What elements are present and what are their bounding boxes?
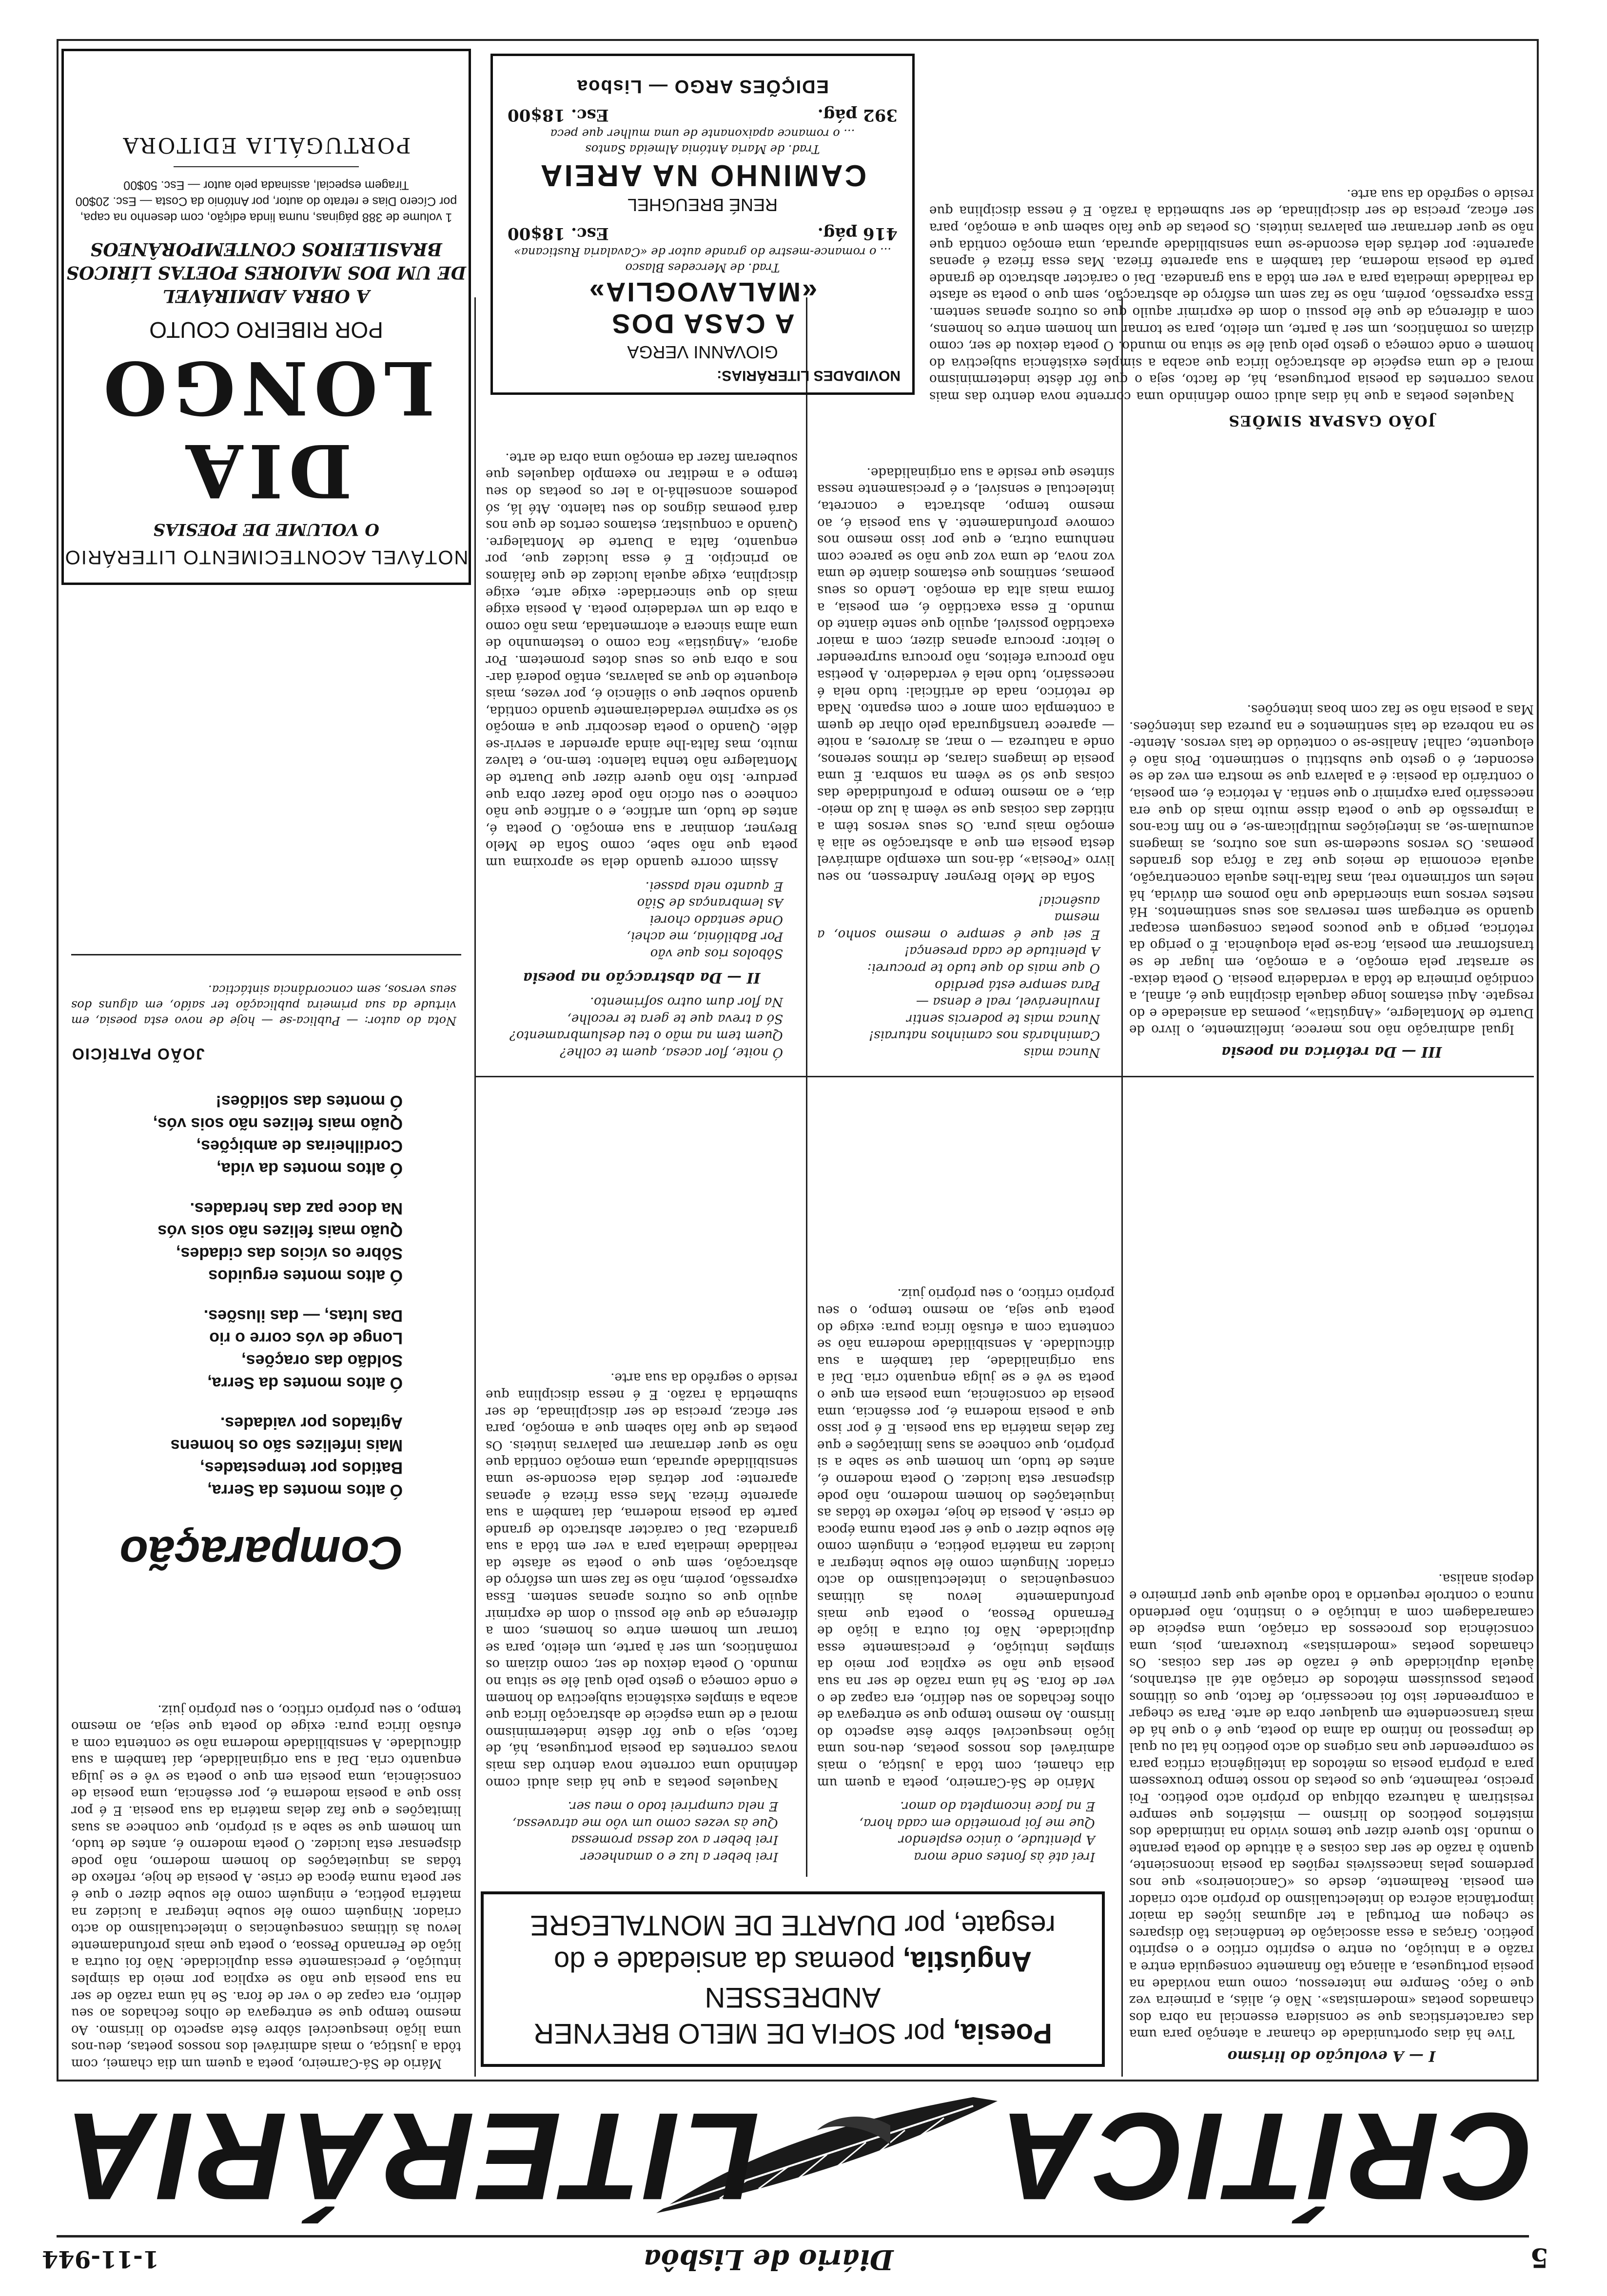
ad-argo-book1-title: A CASA DOS «MALAVOGLIA» — [588, 277, 818, 339]
ad-argo-book2-pages: 392 pág. — [817, 105, 898, 125]
article-paragraph: Tive há dias oportunidade de chamar a atenção para uma das características que se considera essencial na obra dos chamados poetas «modernistas». Não é, aliás, a primeira vez que o faço. Sempre me interessou, como uma novidade na poesia portuguesa, a aliança tão finamente conseguida entre a razão e a intuição, ou entre o espírito crítico e o espírito poético. Graças a essa associação de tendências tão díspares se chegou em Portugal a ter algumas lições da maior importância acêrca do intelectualismo do próprio acto criador em poesia. Realmente, desde os «Cancioneiros» que nos perdemos pelas inacessíveis regiões da poesia inconsciente, quanto à razão de ser das coisas e à atitude do poeta perante o mundo. Isto quere dizer que temos vivido na intimidade dos mistérios poéticos do lirismo — mistérios que sempre resistiram à natureza oblíqua do próprio acto poético. Foi preciso, realmente, que os poetas do nosso tempo trouxessem para a própria poesia os métodos da inteligência crítica para se compreender que nas origens do acto poético há tal ou qual de impessoal no íntimo da alma do poeta, que é o que há de mais transcendente em qualquer obra de arte. Para se chegar a compreender isto foi necessário, de facto, que os últimos poetas possuíssem métodos de criação até ali estranhos, àquela duplicidade que é razão de ser das coisas. Os chamados poetas «modernistas» trouxeram, pois, uma consciência dos processos da criação, uma espécie de camaradagem com a intuição e o instinto, não perdendo nunca o controle requerido a todo aquele que quer primeiro e depois analisa. — [1129, 1571, 1534, 2042]
ad-argo-book2-note: ... o romance apaixonante de uma mulher que peca — [550, 127, 855, 140]
review-book2-subtitle: poemas da ansiedade e do — [553, 1946, 895, 1977]
poem-stanza-3: Ó altos montes erguidos Sôbre os vícios das cidades, Quão mais felizes não sois vós Na doce paz das herdades. — [157, 1199, 403, 1285]
article-paragraph: Mário de Sá-Carneiro, poeta a quem um dia chamei, com tôda a justiça, o mais admirável dos nossos poetas, deu-nos uma lição inesquecível sôbre êste aspecto do lirismo. Ao mesmo tempo que se entregava de olhos fechados ao seu delírio, era capaz de o ver de fora. Se há uma razão de ser na sua poesia que não se explica por meio da simples intuição, é precisamente essa duplicidade. Não foi outra a lição de Fernando Pessoa, o poeta que mais profundamente levou às últimas consequências o intelectualismo do acto criador. Ninguém como êle soube integrar a lucidez na matéria poética, e ninguém como êle soube dizer o que é ser poeta numa época de crise. A poesia de hoje, reflexo de tôdas as inquietações do homem moderno, não pode dispensar esta lucidez. O poeta moderno é, antes de tudo, um homem que se sabe a si próprio, que conhece as suas limitações e que faz delas matéria da sua poesia. E é por isso que a poesia moderna é, por essência, uma poesia de consciência, uma poesia em que o poeta se vê e se julga enquanto cria. Daí a sua originalidade, daí também a sua dificuldade. A sensibilidade moderna não se contenta com a efusão lírica pura: exige do poeta que seja, ao mesmo tempo, o seu próprio crítico, o seu próprio juiz. — [71, 1702, 461, 2071]
poem-stanza-1: Ó altos montes da Serra, Batidos por tempestades, Mais infelizes são os homens Agitados por vaidades. — [170, 1414, 403, 1499]
verse-block: Sôbolos rios que vão Por Babilónia, me achei, Onde sentado chorei As lembranças de Sião E quanto nela passei. — [627, 878, 783, 961]
ad-description-3: Tiragem especial, assinada pelo autor — Esc. 50$00 — [123, 178, 409, 192]
banner — [61, 2086, 1534, 2233]
ad-argo-book2-translator: Trad. de Maria Antónia Almeida Santos — [585, 142, 820, 156]
page-number: 5 — [1530, 2242, 1548, 2274]
review-book1-title: Poesia, — [953, 2018, 1052, 2049]
verse-block: Ireí até às fontes onde mora A plenitude, o único esplendor Que me foi prometido em cada hora, E na face incompleta do amor. — [859, 1799, 1095, 1864]
verse-block: Irei beber a luz e o amanhecer Irei beber a voz dessa promessa Que às vezes como um vôo me atravessa, E nela cumprirei todo o meu ser. — [512, 1799, 778, 1864]
review-book2-title: Angústia, — [902, 1946, 1032, 1977]
issue-date: 1-11-944 — [42, 2245, 159, 2273]
ad-argo-book1-note: ... o romance-mestre do grande autor de «Cavalaria Rusticana» — [513, 245, 892, 259]
ad-kicker: NOTÁVEL ACONTECIMENTO LITERÁRIO — [64, 546, 469, 568]
banner-title-left: CRÍTICA — [995, 2087, 1534, 2226]
ad-argo-book1-price: Esc. 18$00 — [508, 224, 609, 243]
newspaper-name: Diário de Lisbôa — [643, 2243, 894, 2276]
section-heading-2: II — Da abstracção na poesia — [523, 969, 761, 986]
article-paragraph: Naqueles poetas a que há dias aludi como definindo uma corrente nova dentro das mais novas correntes da poesia portuguesa, há, de facto, seja o que fôr dêste indeterminismo moral e de uma espécie de abstracção lírica que acaba a simples existência subjectiva do homem e onde começa o gesto pelo qual êle se situa no mundo. O poeta deixou de ser, como diziam os românticos, um ser à parte, um eleito, para se tornar um homem entre os homens, com a diferença de que êle possui o dom de exprimir aquilo que os outros apenas sentem. Essa expressão, porém, não se faz sem um esfôrço de abstracção, sem que o poeta se afaste da realidade imediata para a ver em tôda a sua grandeza. Daí o carácter abstracto de grande parte da poesia moderna, daí também a sua aparente frieza. Mas essa frieza é apenas aparente: por detrás dela esconde-se uma sensibilidade apurada, uma emoção contida que não se quer derramar em palavras inúteis. Os poetas de que falo sabem que a emoção, para ser eficaz, precisa de ser disciplinada, de ser submetida à razão. E é nessa disciplina que reside o segrêdo da sua arte. — [486, 1370, 798, 1790]
ad-argo-header: NOVIDADES LITERÁRIAS: — [717, 368, 901, 384]
ad-description-2: por Cícero Dias e retrato do autor, por António da Costa — Esc. 20$00 — [75, 195, 457, 208]
ad-argo-publisher: EDIÇÕES ARGO — Lisboa — [576, 76, 829, 97]
review-book1-author-cont: ANDRESSEN — [705, 1982, 881, 2013]
poem-author: JOÃO PATRÍCIO — [71, 1045, 205, 1063]
review-book2-author: resgate, por DUARTE DE MONTALEGRE — [530, 1909, 1056, 1941]
ad-praise-2: DE UM DOS MAIORES POETAS LÍRICOS — [66, 262, 467, 283]
ad-argo-book2-author: RENÉ BREUGHEL — [627, 195, 778, 215]
ad-book-title: DIA LONGO — [98, 345, 435, 513]
ad-book-author: POR RIBEIRO COUTO — [149, 317, 383, 343]
poem-author-note: Nota do autor: — Publica-se — hoje de novo esta poesia, em virtude da sua primeira publicação ter saído, em alguns dos seus versos, sem concordância sintáctica. — [71, 983, 456, 1028]
ad-praise-1: A OBRA ADMIRÁVEL — [162, 286, 370, 306]
article-paragraph: Mário de Sá-Carneiro, poeta a quem um dia chamei, com tôda a justiça, o mais admirável dos nossos poetas, deu-nos uma lição inesquecível sôbre êste aspecto do lirismo. Ao mesmo tempo que se entregava de olhos fechados ao seu delírio, era capaz de o ver de fora. Se há uma razão de ser na sua poesia que não se explica por meio da simples intuição, é precisamente essa duplicidade. Não foi outra a lição de Fernando Pessoa, o poeta que mais profundamente levou às últimas consequências o intelectualismo do acto criador. Ninguém como êle soube integrar a lucidez na matéria poética, e ninguém como êle soube dizer o que é ser poeta numa época de crise. A poesia de hoje, reflexo de tôdas as inquietações do homem moderno, não pode dispensar esta lucidez. O poeta moderno é, antes de tudo, um homem que se sabe a si próprio, que conhece as suas limitações e que faz delas matéria da sua poesia. E é por isso que a poesia moderna é, por essência, uma poesia de consciência, uma poesia em que o poeta se vê e se julga enquanto cria. Daí a sua originalidade, daí também a sua dificuldade. A sensibilidade moderna não se contenta com a efusão lírica pura: exige do poeta que seja, ao mesmo tempo, o seu próprio crítico, o seu próprio juiz. — [817, 1286, 1115, 1790]
article-author: JOÃO GASPAR SIMÕES — [1228, 412, 1435, 429]
ad-publisher: PORTUGÁLIA EDITORA — [121, 133, 411, 157]
banner-title-right: LITERÁRIA — [61, 2087, 760, 2226]
section-heading-3: III — Da retórica na poesia — [1221, 1043, 1442, 1060]
masthead-rule — [57, 2235, 1529, 2238]
ad-subtitle: O VOLUME DE POESIAS — [153, 520, 379, 539]
ad-description-1: 1 volume de 388 páginas, numa linda edição, com desenho na capa, — [80, 211, 452, 224]
section-heading-1: I — A evolução do lirismo — [1227, 2047, 1436, 2064]
ad-argo-book1-pages: 416 pág. — [817, 224, 898, 243]
ad-argo-book2-price: Esc. 18$00 — [508, 105, 609, 125]
poem-stanza-2: Ó altos montes da Serra, Soldão das orações, Longe de vós corre o rio Das lutas, — das ilusões. — [203, 1306, 403, 1392]
ad-argo-book2-title: CAMINHO NA AREIA — [538, 158, 867, 192]
ad-argo-book1-translator: Trad. de Mercedes Blasco — [625, 261, 780, 274]
ad-praise-3: BRASILEIROS CONTEMPORÂNEOS — [90, 239, 442, 259]
poem-stanza-4: Ó altos montes da vida, Cordilheiras de ambições, Quão mais felizes não sois vós, Ó montes das solidões! — [153, 1092, 403, 1178]
page-border — [57, 39, 1539, 2082]
verse-block: Nunca mais Caminharás nos caminhos naturais! Nunca mais te podercis sentir Invulnerável, real e densa — Para sempre está perdido O que mais do que tudo te procurei: A plenitude de cada presença! E sei que é sempre o mesmo sonho, a mesma ausência! — [817, 893, 1100, 1060]
masthead — [42, 2241, 1548, 2276]
ad-argo-book1-author: GIOVANNI VERGA — [627, 342, 778, 362]
poem-title: Comparação — [119, 1527, 403, 1579]
article-paragraph: Naqueles poetas a que há dias aludi como definindo uma corrente nova dentro das mais novas correntes da poesia portuguesa, há, de facto, seja o que fôr dêste indeterminismo moral e de uma espécie de abstracção lírica que acaba a simples existência subjectiva do homem e onde começa o gesto pelo qual êle se situa no mundo. O poeta deixou de ser, como diziam os românticos, um ser à parte, um eleito, para se tornar um homem entre os homens, com a diferença de que êle possui o dom de exprimir aquilo que os outros apenas sentem. Essa expressão, porém, não se faz sem um esfôrço de abstracção, sem que o poeta se afaste da realidade imediata para a ver em tôda a sua grandeza. Daí o carácter abstracto de grande parte da poesia moderna, daí também a sua aparente frieza. Mas essa frieza é apenas aparente: por detrás dela esconde-se uma sensibilidade apurada, uma emoção contida que não se quer derramar em palavras inúteis. Os poetas de que falo sabem que a emoção, para ser eficaz, precisa de ser disciplinada, de ser submetida à razão. E é nessa disciplina que reside o segrêdo da sua arte. — [929, 186, 1534, 404]
verse-block: Ó noite, flor acesa, quem te colhe? Quem tem na mão o teu deslumbramento? Só a treva que te gera te recolhe, Na flor dum outro sofrimento. — [510, 994, 783, 1060]
article-paragraph: Sofia de Melo Breyner Andressen, no seu livro «Poesia», dá-nos um exemplo admirável desta poesia em que a abstracção se alia à emoção mais pura. Os seus versos têm a nitidez das coisas que se vêem à luz do meio-dia, e ao mesmo tempo a profundidade das coisas que só se vêem na sombra. É uma poesia de imagens claras, de ritmos serenos, onde a natureza — o mar, as árvores, a noite — aparece transfigurada pelo olhar de quem a contempla com amor e com espanto. Nada de retórico, nada de artificial: tudo nela é necessário, tudo nela é verdadeiro. A poetisa não procura efeitos, não procura surpreender o leitor: procura apenas dizer, com a maior exactidão possível, aquilo que sente diante do mundo. E essa exactidão é, em poesia, a forma mais alta da emoção. Lendo os seus poemas, sentimos que estamos diante de uma voz nova, de uma voz que não se parece com nenhuma outra, e que por isso mesmo nos comove profundamente. A sua poesia é, ao mesmo tempo, abstracta e concreta, intelectual e sensível, e é precisamente nessa síntese que reside a sua originalidade. — [817, 465, 1115, 885]
article-paragraph: Assim ocorre quando dela se aproxima um poeta que não sabe, como Sofia de Melo Breyner, dominar a sua emoção. O poeta é, antes de tudo, um artífice, e o artífice que não conhece o seu ofício não pode fazer obra que perdure. Isto não quere dizer que Duarte de Montalegre não tenha talento: tem-no, e talvez muito, mas falta-lhe ainda aprender a servir-se dêle. Quando o poeta descobrir que a emoção só se exprime verdadeiramente quando contida, quando souber que o silêncio é, por vezes, mais eloquente do que as palavras, então poderá dar-nos a obra que os seus dotes prometem. Por agora, «Angústia» fica como o testemunho de uma alma sincera e atormentada, mas não como a obra de um verdadeiro poeta. A poesia exige mais do que sinceridade: exige arte, exige disciplina, exige aquela lucidez de que falámos ao princípio. E é essa lucidez que, por enquanto, falta a Duarte de Montalegre. Quando a conquistar, estamos certos de que nos dará poemas dignos do seu talento. Até lá, só podemos aconselhá-lo a ler os poetas do seu tempo e a meditar no exemplo daqueles que souberam fazer da emoção uma obra de arte. — [486, 450, 798, 870]
article-paragraph: Igual admiração não nos merece, infelizmente, o livro de Duarte de Montalegre, «Angústia», poemas da ansiedade e do resgate. Aqui estamos longe daquela disciplina que é, afinal, a condição primeira de tôda a verdadeira poesia. O poeta deixa-se arrastar pela emoção, e a emoção, em lugar de se transformar em poesia, fica-se pela eloquência. É o perigo da retórica, perigo a que poucos poetas conseguem escapar quando se entregam sem reservas aos seus sentimentos. Há nestes versos uma sinceridade que não pomos em dúvida, há neles um sofrimento real, mas falta-lhes aquela concentração, aquela economia de meios que faz a fôrça dos grandes poemas. Os versos sucedem-se uns aos outros, as imagens acumulam-se, as interjeições multiplicam-se, e no fim fica-nos a impressão de que o poeta disse muito mais do que era necessário para exprimir o que sentia. A retórica é, em poesia, o contrário da poesia: é a palavra que se mostra em vez de se esconder, é o gesto que substitui o sentimento. Pois não é eloquente, calha! Analise-se o conteúdo de tais versos. Atente-se na nobreza de tais sentimentos e na pureza das intenções. Mas a poesia não se faz com boas intenções. — [1129, 702, 1534, 1037]
review-book1-author: por SOFIA DE MELO BREYNER — [533, 2018, 945, 2049]
